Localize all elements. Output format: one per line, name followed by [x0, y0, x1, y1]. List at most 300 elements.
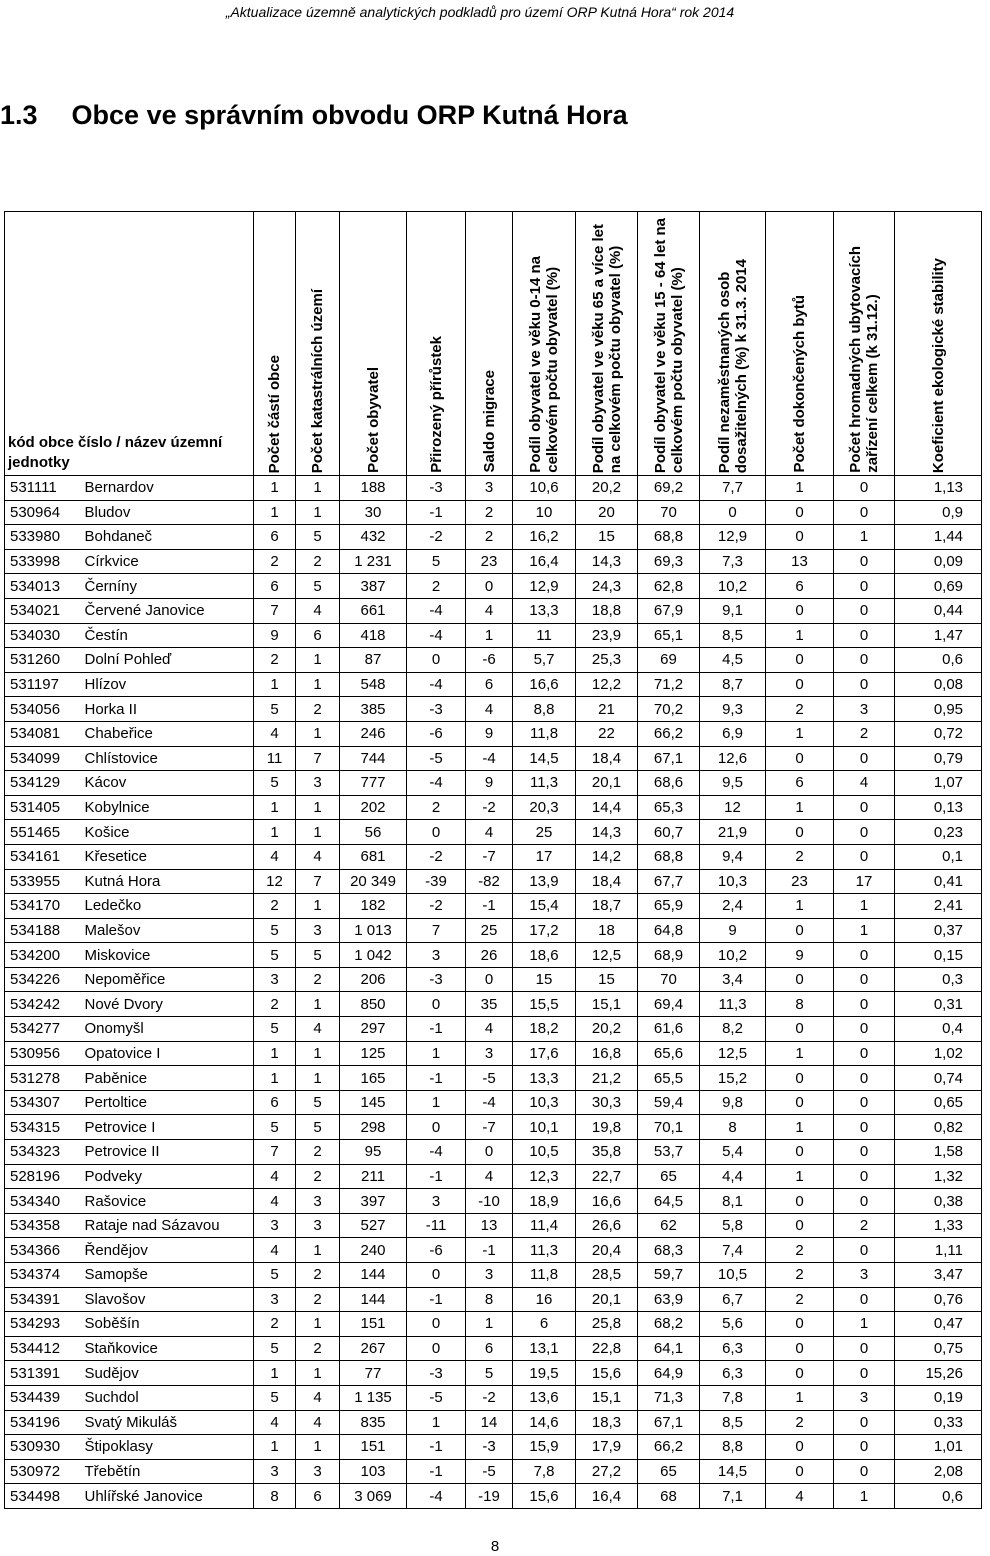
table-cell: 4 — [466, 598, 513, 623]
table-cell: 3 — [296, 1189, 340, 1214]
municipality-code: 531391 — [5, 1361, 79, 1386]
municipality-code: 534323 — [5, 1140, 79, 1165]
table-cell: 68,9 — [638, 943, 700, 968]
municipality-name: Hlízov — [79, 672, 254, 697]
table-cell: 27,2 — [576, 1459, 638, 1484]
table-cell: 4 — [466, 1017, 513, 1042]
municipality-name: Rataje nad Sázavou — [79, 1213, 254, 1238]
table-cell: 2,4 — [700, 894, 766, 919]
table-cell: 0 — [407, 648, 466, 673]
table-cell: 0 — [407, 1115, 466, 1140]
municipality-code: 534315 — [5, 1115, 79, 1140]
table-cell: 4 — [466, 820, 513, 845]
table-row — [5, 1336, 982, 1361]
table-cell: 61,6 — [638, 1017, 700, 1042]
table-cell: 6 — [466, 1336, 513, 1361]
municipality-code: 533998 — [5, 549, 79, 574]
table-row — [5, 1017, 982, 1042]
table-cell: 16,6 — [513, 672, 576, 697]
municipality-name: Kobylnice — [79, 795, 254, 820]
table-cell: 35 — [466, 992, 513, 1017]
table-cell: -5 — [466, 1459, 513, 1484]
table-cell: 18,6 — [513, 943, 576, 968]
table-cell: 5 — [296, 525, 340, 550]
table-cell: 14,5 — [700, 1459, 766, 1484]
table-cell: 3 — [296, 1213, 340, 1238]
table-cell: 1 — [254, 795, 296, 820]
municipality-name: Soběšín — [79, 1312, 254, 1337]
table-cell: 1 — [766, 623, 834, 648]
municipality-name: Petrovice II — [79, 1140, 254, 1165]
table-cell: 0 — [834, 1361, 895, 1386]
table-cell: -5 — [407, 746, 466, 771]
table-cell: 2 — [254, 549, 296, 574]
table-cell: 835 — [340, 1410, 407, 1435]
municipality-code: 534277 — [5, 1017, 79, 1042]
table-cell: 2 — [466, 500, 513, 525]
table-cell: 7 — [296, 869, 340, 894]
table-cell: 20,1 — [576, 1287, 638, 1312]
table-row — [5, 672, 982, 697]
table-cell: 4,5 — [700, 648, 766, 673]
column-header-label: Podíl obyvatel ve věku 0-14 na celkovém počtu obyvatel (%) — [527, 256, 562, 473]
table-row — [5, 500, 982, 525]
table-row — [5, 746, 982, 771]
table-cell: 67,7 — [638, 869, 700, 894]
municipality-code: 530972 — [5, 1459, 79, 1484]
table-cell: 17,9 — [576, 1435, 638, 1460]
table-row — [5, 574, 982, 599]
table-cell: 4 — [296, 1385, 340, 1410]
table-cell: -1 — [466, 894, 513, 919]
table-cell: 8,2 — [700, 1017, 766, 1042]
table-cell: -1 — [466, 1238, 513, 1263]
table-cell: 2,08 — [895, 1459, 982, 1484]
table-cell: 2 — [766, 697, 834, 722]
table-cell: 0,31 — [895, 992, 982, 1017]
table-cell: 165 — [340, 1066, 407, 1091]
municipality-name: Staňkovice — [79, 1336, 254, 1361]
table-row — [5, 1410, 982, 1435]
table-cell: 0,72 — [895, 721, 982, 746]
table-cell: 0 — [766, 1459, 834, 1484]
table-cell: 8 — [466, 1287, 513, 1312]
table-cell: 0,13 — [895, 795, 982, 820]
table-cell: 0 — [407, 1263, 466, 1288]
section-title — [0, 100, 628, 131]
table-cell: 2 — [254, 992, 296, 1017]
table-row — [5, 1189, 982, 1214]
table-cell: 6,7 — [700, 1287, 766, 1312]
table-cell: 5 — [254, 1336, 296, 1361]
table-cell: 0 — [766, 1361, 834, 1386]
municipality-code: 534129 — [5, 771, 79, 796]
table-cell: 0 — [834, 1287, 895, 1312]
table-cell: 0,44 — [895, 598, 982, 623]
table-cell: 777 — [340, 771, 407, 796]
table-cell: 4 — [296, 598, 340, 623]
table-cell: 12,5 — [700, 1041, 766, 1066]
table-cell: 0,38 — [895, 1189, 982, 1214]
table-cell: 65 — [638, 1459, 700, 1484]
table-cell: 12,3 — [513, 1164, 576, 1189]
table-cell: 4 — [834, 771, 895, 796]
table-cell: 1,33 — [895, 1213, 982, 1238]
table-cell: 10,3 — [700, 869, 766, 894]
table-cell: 71,3 — [638, 1385, 700, 1410]
table-cell: 12,9 — [513, 574, 576, 599]
municipality-name: Církvice — [79, 549, 254, 574]
municipality-code: 530964 — [5, 500, 79, 525]
table-cell: 67,1 — [638, 746, 700, 771]
table-cell: 1 042 — [340, 943, 407, 968]
municipality-name: Podveky — [79, 1164, 254, 1189]
table-cell: 11,8 — [513, 721, 576, 746]
table-cell: 0 — [834, 943, 895, 968]
table-cell: 0 — [766, 1017, 834, 1042]
table-cell: 70,1 — [638, 1115, 700, 1140]
table-cell: -1 — [407, 1017, 466, 1042]
table-cell: 0 — [834, 574, 895, 599]
table-cell: 0 — [834, 1336, 895, 1361]
table-cell: 69 — [638, 648, 700, 673]
table-cell: 9,1 — [700, 598, 766, 623]
municipality-name: Košice — [79, 820, 254, 845]
table-cell: -2 — [407, 894, 466, 919]
table-cell: 0 — [466, 574, 513, 599]
table-cell: 0 — [766, 648, 834, 673]
table-cell: 1 — [407, 1410, 466, 1435]
table-cell: 6 — [466, 672, 513, 697]
column-header-label: Podíl nezaměstnaných osob dosažitelných (%) k 31.3. 2014 — [715, 258, 750, 473]
table-cell: 0,3 — [895, 967, 982, 992]
table-cell: 64,9 — [638, 1361, 700, 1386]
column-header — [407, 212, 466, 476]
table-cell: 65,6 — [638, 1041, 700, 1066]
table-cell: 1 — [296, 795, 340, 820]
table-cell: 7,8 — [513, 1459, 576, 1484]
table-cell: 18,4 — [576, 746, 638, 771]
table-cell: 66,2 — [638, 721, 700, 746]
table-cell: 18,9 — [513, 1189, 576, 1214]
table-cell: 8,8 — [700, 1435, 766, 1460]
table-cell: 432 — [340, 525, 407, 550]
table-row — [5, 721, 982, 746]
table-cell: -39 — [407, 869, 466, 894]
municipality-name: Bludov — [79, 500, 254, 525]
table-cell: 2 — [296, 1336, 340, 1361]
table-row — [5, 894, 982, 919]
table-cell: 0,82 — [895, 1115, 982, 1140]
table-cell: 69,4 — [638, 992, 700, 1017]
table-cell: 16,6 — [576, 1189, 638, 1214]
table-cell: 20,2 — [576, 476, 638, 501]
table-cell: 4 — [254, 1410, 296, 1435]
table-row — [5, 918, 982, 943]
page-number: 8 — [490, 1538, 500, 1555]
table-cell: 1 — [296, 1066, 340, 1091]
table-cell: 3 — [407, 943, 466, 968]
table-cell: 744 — [340, 746, 407, 771]
table-cell: 5 — [254, 918, 296, 943]
table-row — [5, 1115, 982, 1140]
table-cell: 1 — [254, 1066, 296, 1091]
table-cell: 20 — [576, 500, 638, 525]
municipality-name: Třebětín — [79, 1459, 254, 1484]
table-cell: -2 — [407, 844, 466, 869]
table-cell: 0 — [834, 844, 895, 869]
table-cell: 25,8 — [576, 1312, 638, 1337]
table-cell: -4 — [407, 1484, 466, 1509]
municipality-name: Nepoměřice — [79, 967, 254, 992]
table-cell: 65,3 — [638, 795, 700, 820]
table-cell: 25 — [513, 820, 576, 845]
table-row — [5, 1238, 982, 1263]
table-cell: 9 — [254, 623, 296, 648]
table-row — [5, 1385, 982, 1410]
table-cell: 2 — [296, 1140, 340, 1165]
table-cell: 1 — [296, 1238, 340, 1263]
table-cell: 63,9 — [638, 1287, 700, 1312]
table-cell: 14,3 — [576, 549, 638, 574]
table-cell: 18,2 — [513, 1017, 576, 1042]
table-row — [5, 844, 982, 869]
table-cell: 0 — [766, 1312, 834, 1337]
table-row — [5, 1312, 982, 1337]
column-header-label: Podíl obyvatel ve věku 15 - 64 let na celkovém počtu obyvatel (%) — [651, 217, 686, 473]
table-cell: 35,8 — [576, 1140, 638, 1165]
table-cell: -2 — [466, 1385, 513, 1410]
table-cell: 18 — [576, 918, 638, 943]
table-cell: 0,75 — [895, 1336, 982, 1361]
municipality-code: 534013 — [5, 574, 79, 599]
table-cell: 8 — [766, 992, 834, 1017]
table-cell: 64,1 — [638, 1336, 700, 1361]
table-cell: -2 — [407, 525, 466, 550]
table-cell: 20 349 — [340, 869, 407, 894]
table-cell: 0 — [407, 1312, 466, 1337]
table-cell: 8 — [254, 1484, 296, 1509]
table-row — [5, 1213, 982, 1238]
municipality-code: 534196 — [5, 1410, 79, 1435]
table-cell: -1 — [407, 500, 466, 525]
table-cell: 5 — [296, 943, 340, 968]
table-cell: 0 — [834, 1140, 895, 1165]
table-cell: 2 — [766, 1287, 834, 1312]
municipality-name: Petrovice I — [79, 1115, 254, 1140]
table-cell: 0 — [834, 1189, 895, 1214]
municipality-name: Nové Dvory — [79, 992, 254, 1017]
table-cell: -3 — [407, 697, 466, 722]
table-cell: 1 — [254, 500, 296, 525]
table-cell: 0,41 — [895, 869, 982, 894]
table-cell: 59,4 — [638, 1090, 700, 1115]
table-cell: 1 — [296, 1361, 340, 1386]
table-cell: 1 — [766, 1041, 834, 1066]
table-cell: 0 — [834, 549, 895, 574]
table-cell: 1 — [254, 476, 296, 501]
table-cell: 13,1 — [513, 1336, 576, 1361]
table-cell: 1 — [296, 1435, 340, 1460]
table-cell: 2 — [254, 648, 296, 673]
table-cell: 4 — [254, 1189, 296, 1214]
table-cell: 298 — [340, 1115, 407, 1140]
table-cell: 13,3 — [513, 598, 576, 623]
table-cell: 11,4 — [513, 1213, 576, 1238]
table-cell: 0 — [834, 1115, 895, 1140]
table-cell: 12,2 — [576, 672, 638, 697]
table-cell: 1 — [254, 820, 296, 845]
table-row — [5, 1066, 982, 1091]
table-cell: 25,3 — [576, 648, 638, 673]
table-cell: 3 — [254, 1213, 296, 1238]
table-cell: 24,3 — [576, 574, 638, 599]
table-cell: 68,8 — [638, 844, 700, 869]
table-cell: 2 — [834, 1213, 895, 1238]
table-cell: 385 — [340, 697, 407, 722]
table-cell: 16,2 — [513, 525, 576, 550]
table-cell: 28,5 — [576, 1263, 638, 1288]
table-cell: 12,6 — [700, 746, 766, 771]
table-row — [5, 1287, 982, 1312]
municipality-name: Samopše — [79, 1263, 254, 1288]
municipality-code: 530930 — [5, 1435, 79, 1460]
table-cell: -3 — [466, 1435, 513, 1460]
table-cell: 7,8 — [700, 1385, 766, 1410]
table-cell: 6 — [766, 574, 834, 599]
table-cell: -4 — [407, 672, 466, 697]
table-row — [5, 1041, 982, 1066]
municipality-code: 531260 — [5, 648, 79, 673]
table-cell: 1 — [296, 992, 340, 1017]
table-cell: 2 — [296, 549, 340, 574]
table-row — [5, 1164, 982, 1189]
municipality-code: 534170 — [5, 894, 79, 919]
column-header — [895, 212, 982, 476]
table-cell: 5 — [466, 1361, 513, 1386]
table-cell: 15 — [576, 525, 638, 550]
table-cell: 0 — [834, 1410, 895, 1435]
table-cell: 0 — [834, 1435, 895, 1460]
column-header-label: Počet dokončených bytů — [791, 295, 809, 473]
municipality-name: Červené Janovice — [79, 598, 254, 623]
table-cell: 0,6 — [895, 1484, 982, 1509]
table-cell: 1 013 — [340, 918, 407, 943]
table-cell: 65,1 — [638, 623, 700, 648]
table-cell: 7 — [254, 598, 296, 623]
table-cell: 1 — [766, 1115, 834, 1140]
table-cell: -6 — [407, 721, 466, 746]
table-cell: 70,2 — [638, 697, 700, 722]
table-cell: 6,3 — [700, 1336, 766, 1361]
table-cell: 17 — [834, 869, 895, 894]
column-header — [466, 212, 513, 476]
table-cell: 15,4 — [513, 894, 576, 919]
table-cell: 69,2 — [638, 476, 700, 501]
table-cell: 2 — [296, 1287, 340, 1312]
table-cell: -1 — [407, 1287, 466, 1312]
table-cell: 22,8 — [576, 1336, 638, 1361]
table-cell: 19,8 — [576, 1115, 638, 1140]
table-cell: 4 — [466, 1164, 513, 1189]
table-cell: 23 — [766, 869, 834, 894]
table-cell: 5 — [296, 1090, 340, 1115]
table-cell: 59,7 — [638, 1263, 700, 1288]
table-cell: 14,5 — [513, 746, 576, 771]
table-cell: 21,2 — [576, 1066, 638, 1091]
table-cell: 297 — [340, 1017, 407, 1042]
table-cell: -2 — [466, 795, 513, 820]
table-cell: 8,1 — [700, 1189, 766, 1214]
table-cell: 25 — [466, 918, 513, 943]
table-cell: 1 — [296, 476, 340, 501]
table-cell: 23 — [466, 549, 513, 574]
table-cell: 26 — [466, 943, 513, 968]
municipality-code: 534056 — [5, 697, 79, 722]
column-header — [766, 212, 834, 476]
table-cell: 0 — [834, 476, 895, 501]
table-cell: 1 135 — [340, 1385, 407, 1410]
table-cell: 0 — [834, 672, 895, 697]
table-cell: 17,6 — [513, 1041, 576, 1066]
municipality-code: 534307 — [5, 1090, 79, 1115]
table-cell: 15,2 — [700, 1066, 766, 1091]
municipality-name: Kutná Hora — [79, 869, 254, 894]
table-cell: 18,3 — [576, 1410, 638, 1435]
table-cell: 3 — [296, 771, 340, 796]
table-cell: 20,3 — [513, 795, 576, 820]
table-row — [5, 648, 982, 673]
table-cell: 5 — [254, 1115, 296, 1140]
table-cell: 681 — [340, 844, 407, 869]
table-cell: 64,8 — [638, 918, 700, 943]
table-cell: 2 — [766, 1263, 834, 1288]
table-cell: 20,2 — [576, 1017, 638, 1042]
table-cell: 0 — [407, 820, 466, 845]
table-cell: 6 — [296, 1484, 340, 1509]
table-cell: -7 — [466, 844, 513, 869]
municipality-code: 534030 — [5, 623, 79, 648]
table-cell: 1 — [254, 1361, 296, 1386]
municipality-code: 534366 — [5, 1238, 79, 1263]
table-cell: 0 — [766, 1066, 834, 1091]
table-cell: -4 — [407, 623, 466, 648]
table-cell: -1 — [407, 1435, 466, 1460]
table-cell: 1 — [766, 1385, 834, 1410]
table-cell: 87 — [340, 648, 407, 673]
table-cell: 17,2 — [513, 918, 576, 943]
column-header — [700, 212, 766, 476]
municipality-code: 534021 — [5, 598, 79, 623]
table-cell: 65,5 — [638, 1066, 700, 1091]
table-cell: 103 — [340, 1459, 407, 1484]
table-cell: 77 — [340, 1361, 407, 1386]
table-cell: 68,2 — [638, 1312, 700, 1337]
table-cell: 11,3 — [513, 771, 576, 796]
table-cell: 11 — [513, 623, 576, 648]
table-cell: -4 — [407, 598, 466, 623]
table-row — [5, 1140, 982, 1165]
column-header-label: Počet částí obce — [266, 354, 284, 473]
table-cell: 2 — [254, 1312, 296, 1337]
table-row — [5, 1435, 982, 1460]
table-cell: 26,6 — [576, 1213, 638, 1238]
table-cell: 20,4 — [576, 1238, 638, 1263]
table-cell: -4 — [407, 771, 466, 796]
table-cell: 70 — [638, 500, 700, 525]
table-cell: 0,23 — [895, 820, 982, 845]
table-cell: 21 — [576, 697, 638, 722]
